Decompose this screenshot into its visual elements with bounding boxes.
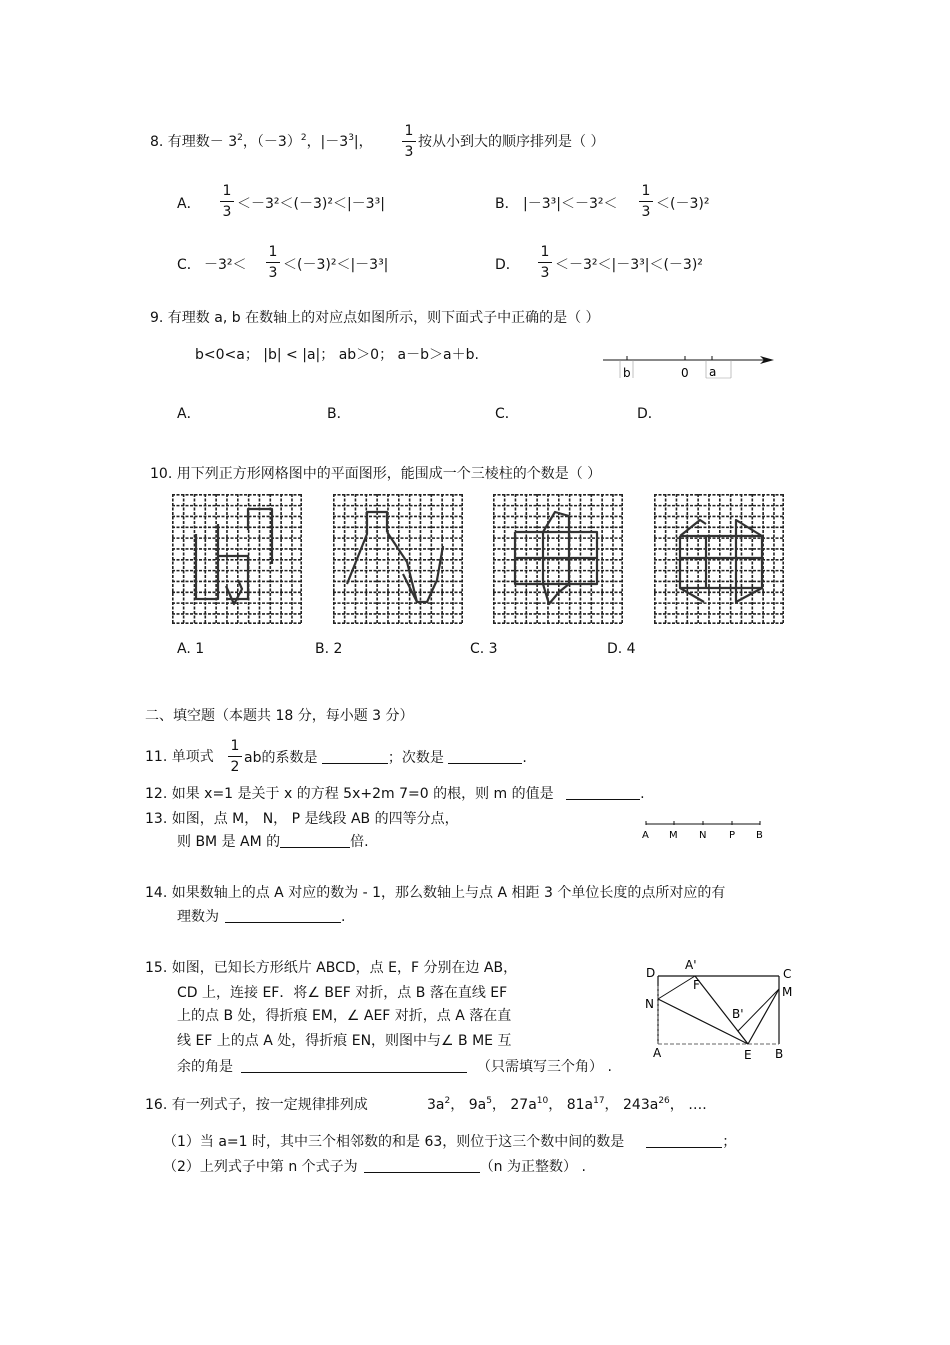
q10-option-c: C. 3 [470,641,498,657]
segment-label-n: N [699,830,707,841]
q13-line2: 则 BM 是 AM 的 倍. [177,834,369,850]
fold-label-f: F [693,978,700,992]
fold-label-m: M [782,985,793,999]
q9-statements: b<0<a； |b| < |a|； ab＞0； a－b＞a＋b. [195,347,479,363]
q8-option-a-fraction: 1 3 [220,182,234,221]
q8-option-a-label: A． [177,196,201,212]
q16-sub2: （2）上列式子中第 n 个式子为 （n 为正整数） . [163,1159,586,1175]
net-outline [543,512,569,532]
q10-grid-figure-c [493,494,623,624]
q8-option-b-label: B． [495,196,519,212]
fold-label-d: D [646,966,656,980]
q10-option-d: D. 4 [607,641,636,657]
q13-segment-figure [638,820,768,844]
q8-option-c-text: ＜(－3)²＜|－3³| [283,257,389,273]
q11-fraction: 1 2 [228,737,242,776]
segment-label-b: B [756,830,763,841]
q16-stem: 16. 有一列式子，按一定规律排列成 [145,1097,368,1113]
fold-label-a-prime: A' [685,958,697,972]
q10-grid-figure-a [172,494,302,624]
q11-prefix: 11. 单项式 [145,749,214,765]
q8-option-c-fraction: 1 3 [266,243,280,282]
segment-label-m: M [669,830,678,841]
q15-line5: 余的角是 （只需填写三个角） . [177,1059,612,1075]
q9-stem: 9. 有理数 a, b 在数轴上的对应点如图所示，则下面式子中正确的是（ ） [150,310,600,326]
q13-blank[interactable] [280,833,350,848]
q8-option-c-pre: －3²＜ [204,257,247,273]
fold-label-b: B [775,1047,784,1061]
net-outline [680,588,704,602]
q8-option-d-fraction: 1 3 [538,243,552,282]
q9-option-d: D． [637,406,662,422]
q10-option-a: A. 1 [177,641,205,657]
q16-sub1: （1）当 a=1 时，其中三个相邻数的和是 63，则位于这三个数中间的数是 ； [163,1134,737,1150]
numberline-label-b: b [623,366,631,380]
q8-option-c-label: C． [177,257,201,273]
fold-label-e: E [744,1048,752,1062]
q15-blank[interactable] [241,1058,467,1073]
numberline-label-zero: 0 [681,366,689,380]
q9-option-c: C． [495,406,519,422]
net-outline [680,536,762,588]
q14-line1: 14. 如果数轴上的点 A 对应的数为 - 1，那么数轴上与点 A 相距 3 个单位长度的点所对应的有 [145,885,726,901]
q8-option-d-text: ＜－3²＜|－3³|＜(－3)² [555,257,703,273]
q16-blank-nth-term[interactable] [364,1158,480,1173]
q15-line3: 上的点 B 处，得折痕 EM，∠ AEF 对折，点 A 落在直 [177,1008,512,1024]
segment-label-p: P [729,830,736,841]
fold-label-b-prime: B' [732,1007,744,1021]
q8-option-b-text: ＜(－3)² [656,196,710,212]
q15-line1: 15. 如图，已知长方形纸片 ABCD，点 E，F 分别在边 AB， [145,960,518,976]
q16-sequence: $3a^2$， $9a^5$， $27a^{10}$， $81a^{17}$， $243a^{26}$， …. [427,1096,707,1113]
q12-text: 12. 如果 x=1 是关于 x 的方程 5x+2m 7=0 的根，则 m 的值是 . [145,786,645,802]
q16-blank-middle-number[interactable] [646,1133,722,1148]
q10-grid-figure-d [654,494,784,624]
q8-stem: 8. 有理数－ $3^2$，$(-3)^2$，$|-3^3|$， [150,133,373,150]
q15-line4: 线 EF 上的点 A 处，得折痕 EN，则图中与∠ B ME 互 [177,1033,512,1049]
q8-option-d-label: D． [495,257,520,273]
fold-label-c: C [783,967,792,981]
q11-text: ab的系数是 ；次数是 . [244,750,527,766]
q11-blank-coefficient[interactable] [322,749,388,764]
q15-rectangle-figure [640,956,810,1066]
segment-label-a: A [642,830,649,841]
q10-grid-figure-b [333,494,463,624]
q14-blank[interactable] [225,908,341,923]
q9-option-a: A． [177,406,201,422]
q9-option-b: B． [327,406,351,422]
fold-label-n: N [645,997,654,1011]
q8-option-b-fraction: 1 3 [639,182,653,221]
q8-fraction: 1 3 [402,122,416,161]
q15-line2: CD 上，连接 EF．将∠ BEF 对折，点 B 落在直线 EF [177,985,508,1001]
net-outline [226,580,242,604]
q11-blank-degree[interactable] [448,749,522,764]
q8-option-b-pre: |－3³|＜－3²＜ [523,196,618,212]
net-outline [543,584,569,604]
net-outline [196,524,218,599]
q8-suffix: 按从小到大的顺序排列是（ ） [418,134,605,150]
q8-option-a-text: ＜－3²＜(－3)²＜|－3³| [237,196,385,212]
q14-line2: 理数为 . [177,909,346,925]
net-outline [736,588,762,602]
q9-number-line [600,348,780,384]
q10-stem: 10. 用下列正方形网格图中的平面图形，能围成一个三棱柱的个数是（ ） [150,466,602,482]
section-title: 二、填空题（本题共 18 分，每小题 3 分） [145,708,414,724]
q12-blank[interactable] [566,785,640,800]
fold-label-a: A [653,1046,662,1060]
numberline-label-a: a [709,365,717,379]
q10-option-b: B. 2 [315,641,343,657]
q13-line1: 13. 如图，点 M， N， P 是线段 AB 的四等分点， [145,811,459,827]
